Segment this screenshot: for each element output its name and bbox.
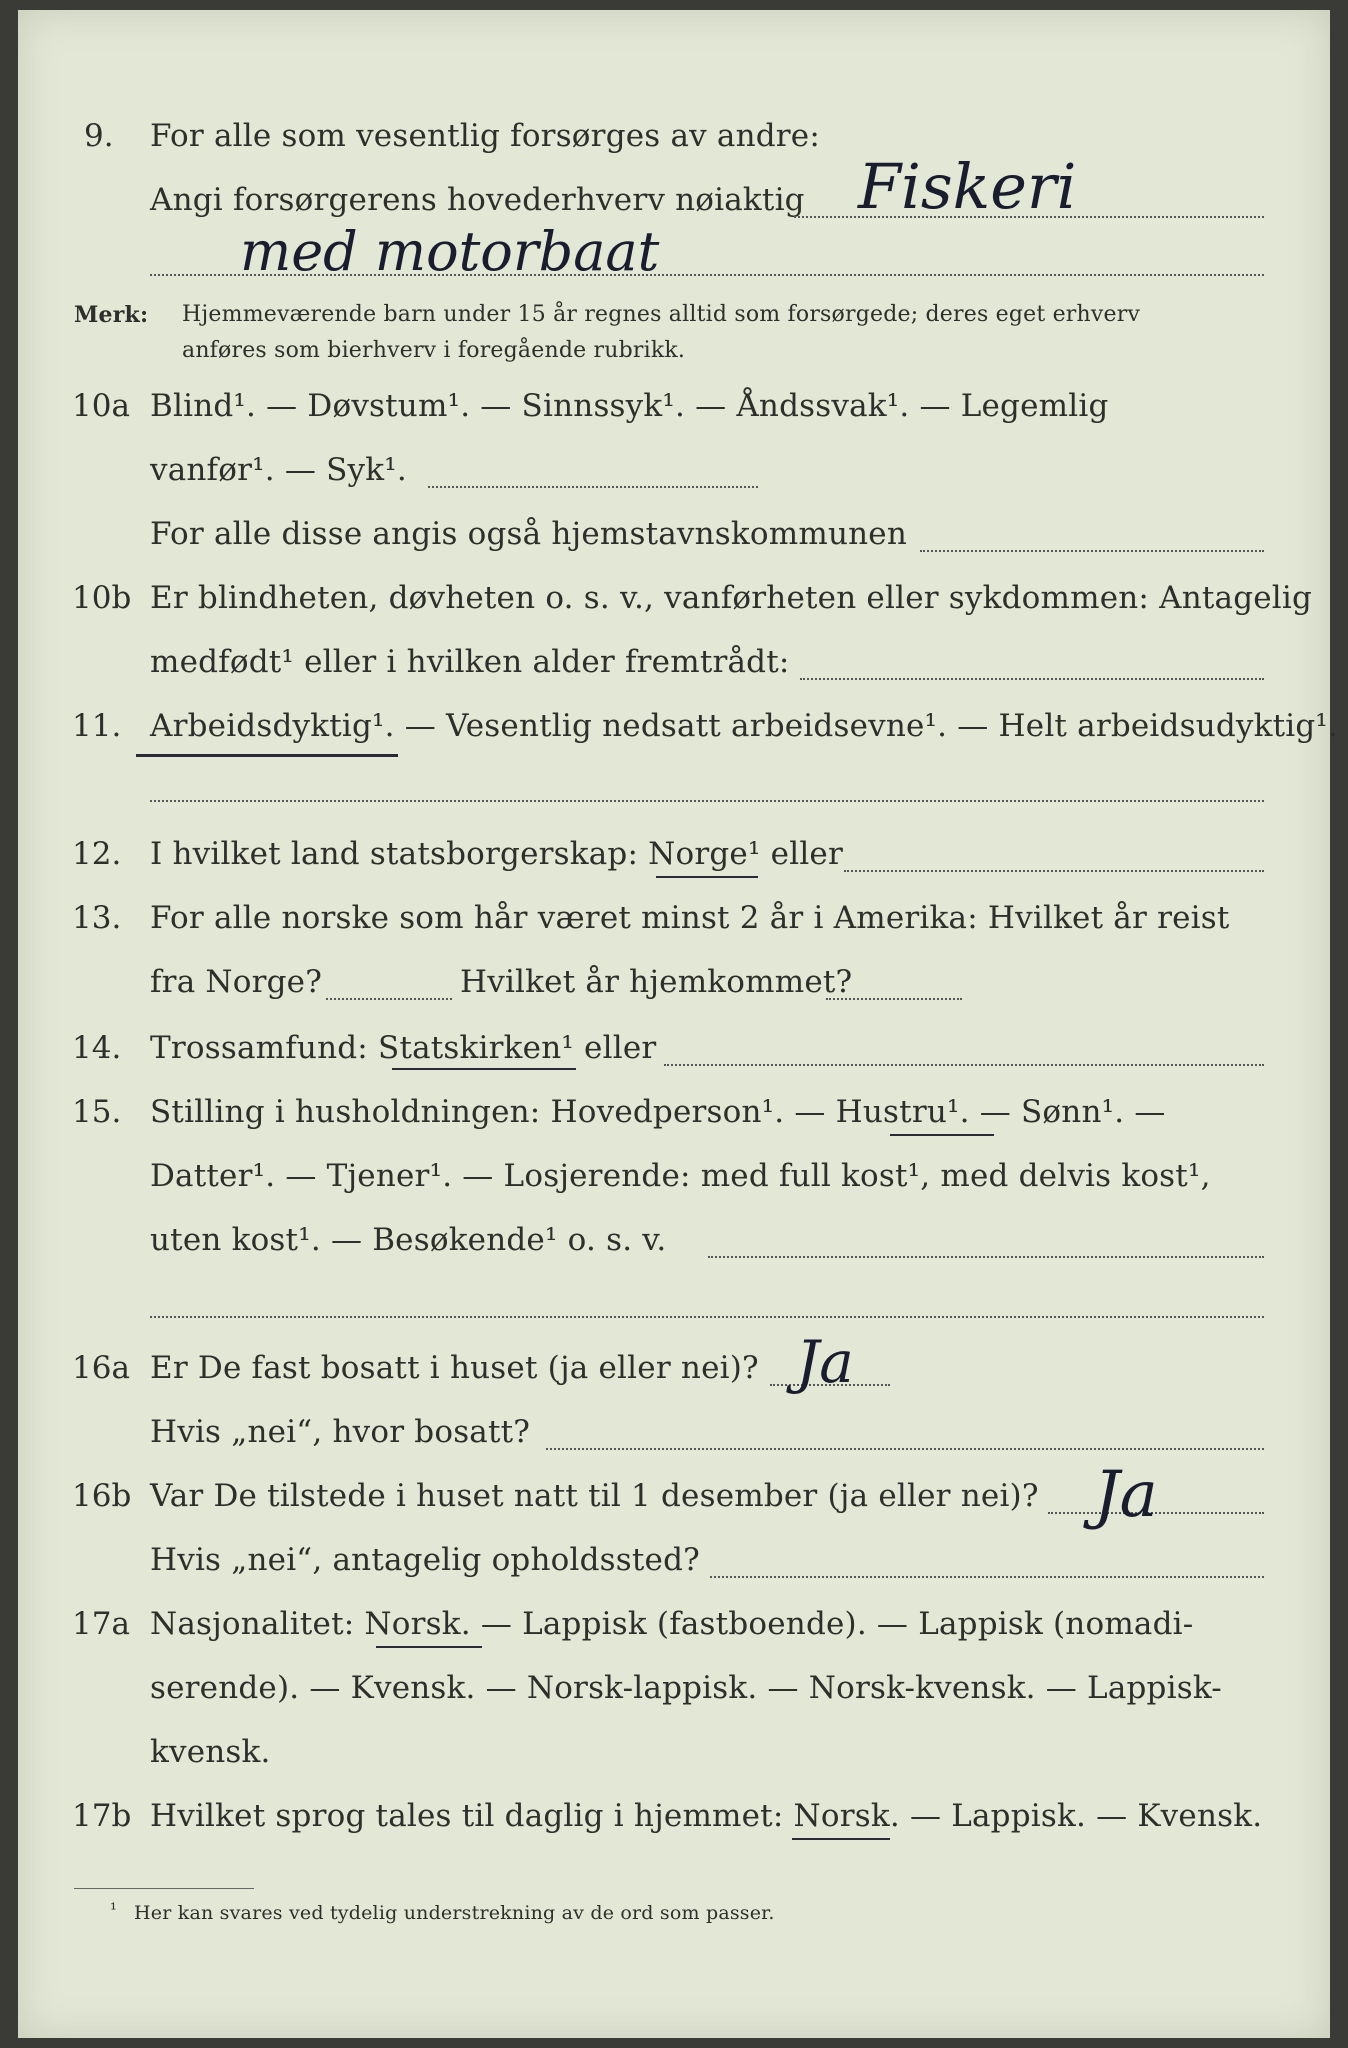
footnote-mark: ¹: [110, 1900, 118, 1920]
q9-line1: For alle som vesentlig forsørges av andre:: [150, 118, 820, 154]
q10a-line3: For alle disse angis også hjemstavnskommunen: [150, 516, 907, 552]
q11-line1: Arbeidsdyktig¹. — Vesentlig nedsatt arbeidsevne¹. — Helt arbeidsudyktig¹.: [150, 708, 1339, 744]
q10b-line1: Er blindheten, døvheten o. s. v., vanførheten eller sykdommen: Antagelig: [150, 580, 1313, 616]
q17b-line1: Hvilket sprog tales til daglig i hjemmet: Norsk. — Lappisk. — Kvensk.: [150, 1798, 1263, 1834]
q10b-number: 10b: [72, 580, 132, 616]
q13-line2b: Hvilket år hjemkommet?: [460, 964, 853, 1000]
q17a-line3: kvensk.: [150, 1734, 271, 1770]
q10a-number: 10a: [72, 388, 130, 424]
q14-line1: Trossamfund: Statskirken¹ eller: [150, 1030, 657, 1066]
q16a-number: 16a: [72, 1350, 130, 1386]
q16b-handwritten-answer: Ja: [1094, 1458, 1158, 1532]
q10b-answer-line: [800, 678, 1264, 680]
q16b-line1: Var De tilstede i huset natt til 1 desember (ja eller nei)?: [150, 1478, 1039, 1514]
q16a-bosatt-line: [546, 1448, 1264, 1450]
q11-number: 11.: [72, 708, 122, 744]
q15-line1: Stilling i husholdningen: Hovedperson¹. — Hustru¹. — Sønn¹. —: [150, 1094, 1166, 1130]
q14-statskirken-underline: [392, 1068, 576, 1070]
q16a-line1: Er De fast bosatt i huset (ja eller nei)?: [150, 1350, 759, 1386]
q12-line1: I hvilket land statsborgerskap: Norge¹ eller: [150, 836, 843, 872]
footnote-text: Her kan svares ved tydelig understrekning av de ord som passer.: [134, 1902, 775, 1924]
q15-extra-line: [150, 1316, 1264, 1318]
q15-answer-line: [708, 1256, 1264, 1258]
merk-line1: Hjemmeværende barn under 15 år regnes alltid som forsørgede; deres eget erhverv: [182, 302, 1141, 327]
q9-number: 9.: [84, 118, 114, 154]
q9-handwritten-answer1: Fiskeri: [858, 150, 1077, 223]
q15-line3: uten kost¹. — Besøkende¹ o. s. v.: [150, 1222, 667, 1258]
q16b-opholdssted-line: [710, 1576, 1264, 1578]
q10a-hjemstavn-line: [920, 550, 1264, 552]
q9-line2: Angi forsørgerens hovederhverv nøiaktig: [150, 182, 805, 218]
q15-number: 15.: [72, 1094, 122, 1130]
q11-answer-line: [150, 800, 1264, 802]
q16b-line2: Hvis „nei“, antagelig opholdssted?: [150, 1542, 700, 1578]
merk-label: Merk:: [74, 302, 149, 328]
q17b-number: 17b: [72, 1798, 132, 1834]
q13-reist-line: [326, 998, 452, 1000]
q11-arbeidsdyktig-underline: [136, 754, 398, 757]
q17a-line1: Nasjonalitet: Norsk. — Lappisk (fastboende). — Lappisk (nomadi-: [150, 1606, 1194, 1642]
q13-hjemkommet-line: [826, 998, 962, 1000]
q13-line1: For alle norske som hår været minst 2 år i Amerika: Hvilket år reist: [150, 900, 1230, 936]
q10b-line2: medfødt¹ eller i hvilken alder fremtrådt:: [150, 644, 790, 680]
merk-line2: anføres som bierhverv i foregående rubrikk.: [182, 338, 686, 363]
q12-number: 12.: [72, 836, 122, 872]
q17a-number: 17a: [72, 1606, 130, 1642]
q17a-norsk-underline: [376, 1646, 482, 1648]
footnote-rule: [74, 1888, 254, 1889]
q14-number: 14.: [72, 1030, 122, 1066]
q16b-number: 16b: [72, 1478, 132, 1514]
q10a-answer-line: [428, 486, 758, 488]
q9-handwritten-answer2: med motorbaat: [240, 220, 660, 283]
q13-number: 13.: [72, 900, 122, 936]
q17a-line2: serende). — Kvensk. — Norsk-lappisk. — Norsk-kvensk. — Lappisk-: [150, 1670, 1222, 1706]
q17b-norsk-underline: [792, 1838, 890, 1840]
q12-answer-line: [844, 870, 1264, 872]
q14-answer-line: [664, 1064, 1264, 1066]
q10a-line2: vanfør¹. — Syk¹.: [150, 452, 407, 488]
q16a-handwritten-answer: Ja: [796, 1328, 854, 1396]
q15-line2: Datter¹. — Tjener¹. — Losjerende: med full kost¹, med delvis kost¹,: [150, 1158, 1211, 1194]
q15-hustru-underline: [890, 1134, 994, 1136]
census-form-page: [18, 10, 1339, 2038]
q13-line2a: fra Norge?: [150, 964, 323, 1000]
q12-norge-underline: [656, 876, 758, 878]
q10a-line1: Blind¹. — Døvstum¹. — Sinnssyk¹. — Åndssvak¹. — Legemlig: [150, 388, 1109, 424]
q16a-line2: Hvis „nei“, hvor bosatt?: [150, 1414, 531, 1450]
